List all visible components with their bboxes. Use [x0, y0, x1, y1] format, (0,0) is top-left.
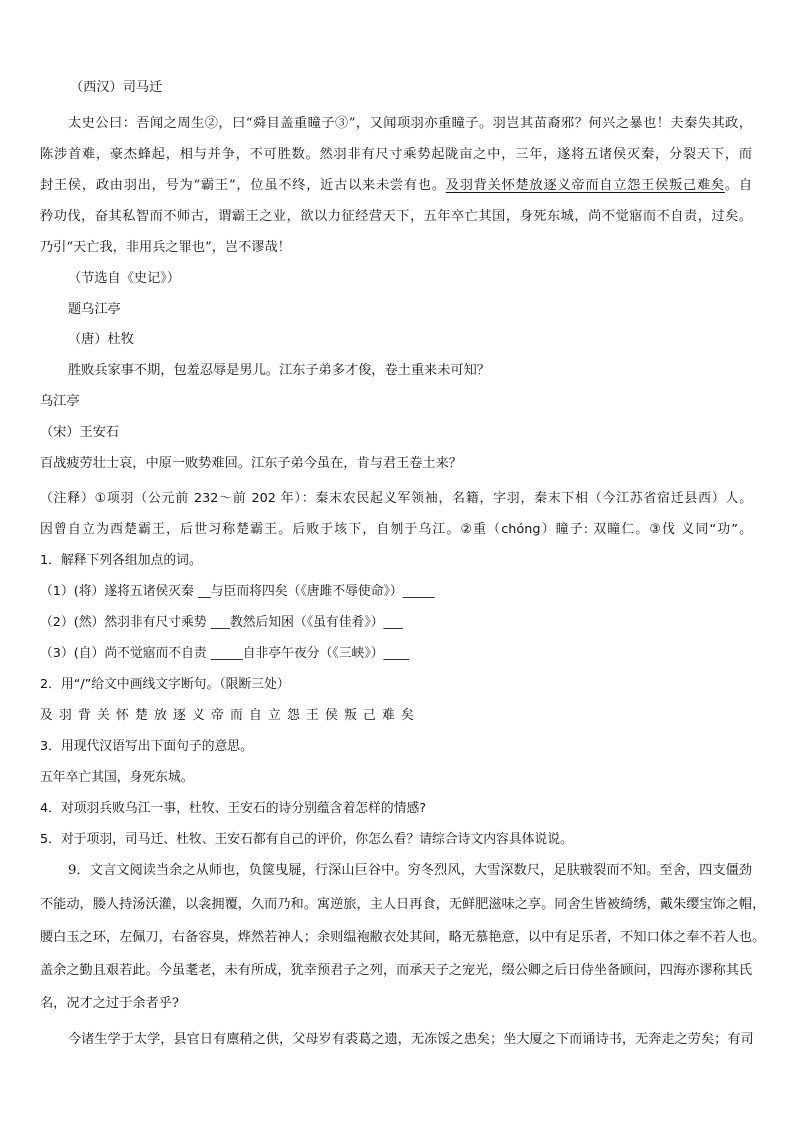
- poem2-title: 乌江亭: [40, 394, 80, 409]
- question-1-item-1: （1）(将）遂将五诸侯灭秦 __与臣而将四矣（《唐雎不辱使命》）_____: [40, 584, 435, 599]
- poem2-author: （宋）王安石: [40, 425, 120, 440]
- shiji-line-1: 太史公曰：吾闻之周生②，曰“舜目盖重瞳子③”，又闻项羽亦重瞳子。羽岂其苗裔邪？何兴之暴也！夫秦失其政，: [68, 116, 752, 131]
- question-3-sentence: 五年卒亡其国，身死东城。: [40, 770, 194, 785]
- author-line: （西汉）司马迁: [70, 80, 163, 95]
- question-5: 5．对于项羽，司马迁、杜牧、王安石都有自己的评价，你怎么看？请综合诗文内容具体说说。: [40, 832, 573, 847]
- q9-line-4: 盖余之勤且艰若此。今虽耄老，未有所成，犹幸预君子之列，而承天子之宠光，缀公卿之后日侍坐备顾问，四海亦谬称其氏: [40, 963, 753, 978]
- source-note: （节选自《史记》）: [68, 271, 181, 286]
- question-2: 2．用“/”给文中画线文字断句。（限断三处）: [40, 677, 290, 692]
- underlined-passage: 及羽背关怀楚放逐义帝而自立怨王侯叛己难矣: [445, 178, 725, 193]
- shiji-line-3-part-a: 封王侯，政由羽出，号为“霸王”，位虽不终，近古以来未尝有也。: [40, 178, 446, 193]
- shiji-line-3: [40, 176, 752, 196]
- poem1-author: （唐）杜牧: [68, 332, 134, 347]
- poem1-title: 题乌江亭: [68, 302, 121, 317]
- shiji-line-5: 乃引“天亡我，非用兵之罪也”，岂不谬哉！: [40, 240, 291, 255]
- q9-line-2: 不能动，媵人持汤沃灌，以衾拥覆，久而乃和。寓逆旅，主人日再食，无鲜肥滋味之享。同舍生皆被绮绣，戴朱缨宝饰之帽，: [40, 897, 766, 912]
- q9-line-6: 今诸生学于太学，县官日有廪稍之供，父母岁有裘葛之遗，无冻馁之患矣；坐大厦之下而诵诗书，无奔走之劳矣；有司: [68, 1032, 754, 1047]
- question-1-item-2: （2）(然）然羽非有尺寸乘势 ___教然后知困（《虽有佳肴》）___: [40, 615, 403, 630]
- notes-line-1: （注释）①项羽（公元前 232～前 202 年）：秦末农民起义军领袖，名籍，字羽，秦末下相（今江苏省宿迁县西）人。: [40, 491, 752, 506]
- shiji-line-3-part-b: 。自: [724, 178, 753, 193]
- question-2-passage: 及羽背关怀楚放逐义帝而自立怨王侯叛己难矣: [40, 708, 420, 723]
- q9-line-1: 9．文言文阅读当余之从师也，负箧曳屣，行深山巨谷中。穷冬烈风，大雪深数尺，足肤皲裂而不知。至舍，四支僵劲: [68, 863, 752, 878]
- question-1: 1．解释下列各组加点的词。: [40, 553, 202, 568]
- shiji-line-4: 矜功伐，奋其私智而不师古，谓霸王之业，欲以力征经营天下，五年卒亡其国，身死东城，尚不觉寤而不自责，过矣。: [40, 209, 752, 224]
- question-3: 3．用现代汉语写出下面句子的意思。: [40, 739, 253, 754]
- poem2-text: 百战疲劳壮士哀，中原一败势难回。江东子弟今虽在，肯与君王卷土来？: [40, 456, 462, 471]
- question-4: 4．对项羽兵败乌江一事，杜牧、王安石的诗分别蕴含着怎样的情感?: [40, 801, 427, 816]
- q9-line-5: 名，况才之过于余者乎?: [40, 996, 179, 1011]
- poem1-text: 胜败兵家事不期，包羞忍辱是男儿。江东子弟多才俊，卷土重来未可知？: [68, 363, 490, 378]
- question-1-item-3: （3）(自）尚不觉寤而不自责 _____自非亭午夜分（《三峡》）____: [40, 646, 410, 661]
- q9-line-3: 腰白玉之环，左佩刀，右备容臭，烨然若神人；余则缊袍敝衣处其间，略无慕艳意，以中有足乐者，不知口体之奉不若人也。: [40, 930, 766, 945]
- notes-line-2: 因曾自立为西楚霸王，后世习称楚霸王。后败于垓下，自刎于乌江。②重（chóng）瞳子: 双瞳仁。③伐 义同“功”。: [40, 522, 752, 537]
- shiji-line-2: 陈涉首难，豪杰蜂起，相与并争，不可胜数。然羽非有尺寸乘势起陇亩之中，三年，遂将五诸侯灭秦，分裂天下，而: [40, 147, 752, 162]
